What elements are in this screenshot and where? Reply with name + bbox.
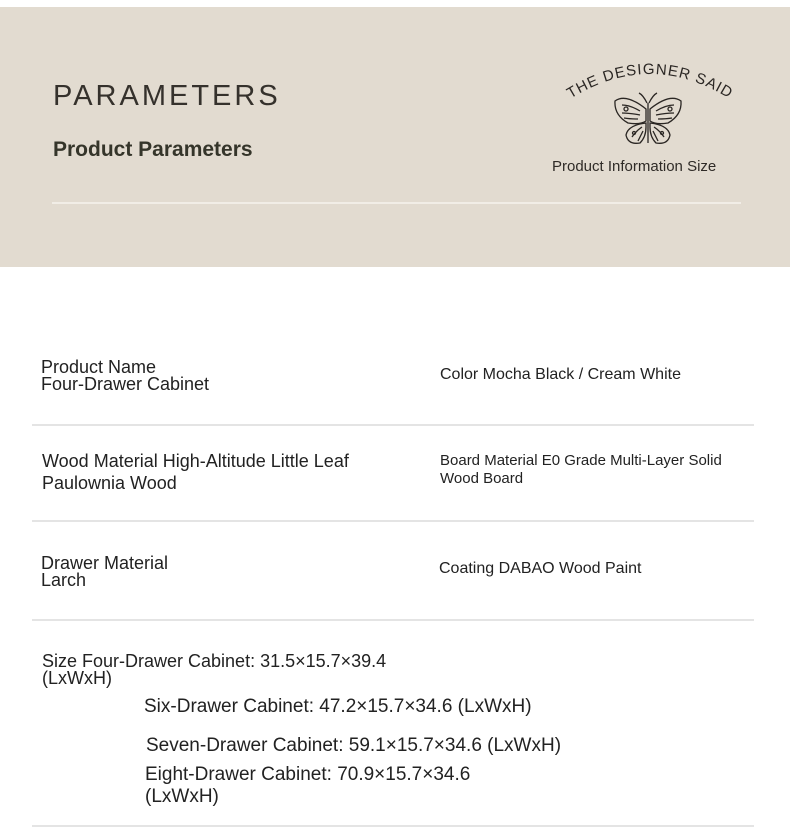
drawer-material-value: Larch [41,570,87,590]
size-eight-drawer-line2: (LxWxH) [145,786,219,807]
wood-material-line2: Paulownia Wood [42,473,177,493]
board-material-line1: Board Material E0 Grade Multi-Layer Solid [440,452,722,469]
row-divider [32,619,754,621]
product-name-label: Product Name [41,357,157,377]
header-divider [52,202,741,204]
row-divider [32,825,754,827]
size-four-drawer-line2: (LxWxH) [42,668,112,688]
size-eight-drawer-line1: Eight-Drawer Cabinet: 70.9×15.7×34.6 [145,764,471,785]
page-title: PARAMETERS [53,80,281,112]
color-spec: Color Mocha Black / Cream White [440,366,681,383]
brand-logo [560,55,740,147]
row-divider [32,520,754,522]
size-six-drawer: Six-Drawer Cabinet: 47.2×15.7×34.6 (LxWxH) [144,696,532,717]
size-seven-drawer: Seven-Drawer Cabinet: 59.1×15.7×34.6 (LxWxH) [146,735,562,756]
coating-spec: Coating DABAO Wood Paint [439,560,642,577]
svg-text:THE DESIGNER SAID [564,61,736,102]
wood-material-line1: Wood Material High-Altitude Little Leaf [42,451,349,471]
size-four-drawer-line1: Size Four-Drawer Cabinet: 31.5×15.7×39.4 [42,651,387,671]
drawer-material-label: Drawer Material [41,553,169,573]
row-divider [32,424,754,426]
logo-info-label: Product Information Size [552,158,717,175]
board-material-line2: Wood Board [440,470,524,487]
header-banner [0,7,790,267]
logo-arc-text: THE DESIGNER SAID [563,60,737,103]
butterfly-icon [615,93,681,143]
product-name-value: Four-Drawer Cabinet [41,374,210,394]
page-subtitle: Product Parameters [53,138,253,161]
